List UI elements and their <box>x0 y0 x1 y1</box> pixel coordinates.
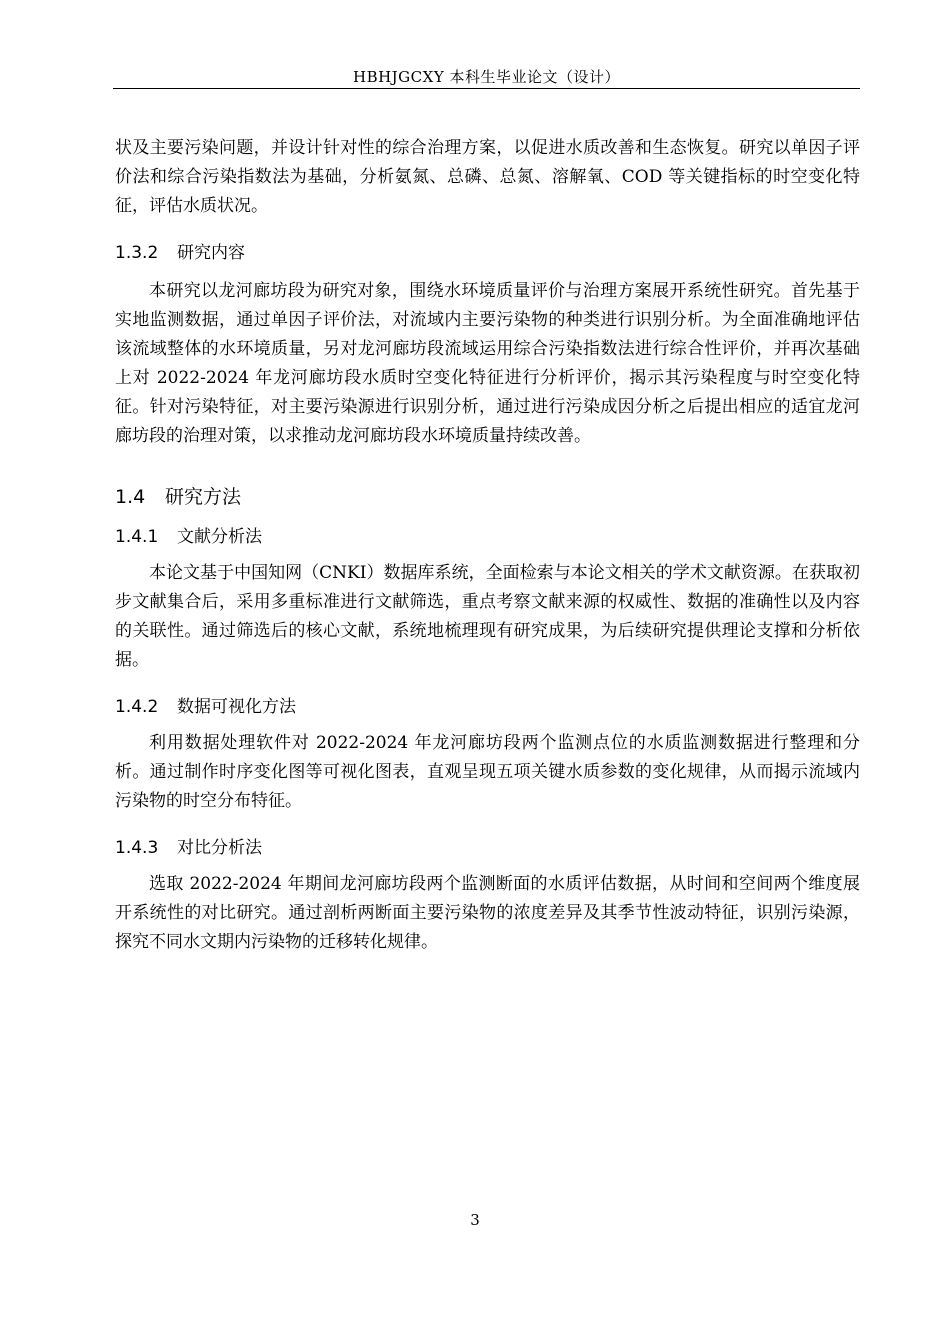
page-body <box>115 134 860 957</box>
heading-1-3-2 <box>115 241 860 265</box>
heading-1-4-1-title: 文献分析法 <box>177 527 262 547</box>
page-number: 3 <box>470 1211 480 1229</box>
paragraph-1-3-2: 本研究以龙河廊坊段为研究对象，围绕水环境质量评价与治理方案展开系统性研究。首先基于实地监测数据，通过单因子评价法，对流域内主要污染物的种类进行识别分析。为全面准确地评估该流域整体的水环境质量，另对龙河廊坊段流域运用综合污染指数法进行综合性评价，并再次基础上对 2022-2024 年龙河廊坊段水质时空变化特征进行分析评价，揭示其污染程度与时空变化特征。针对污染特征，对主要污染源进行识别分析，通过进行污染成因分析之后提出相应的适宜龙河廊坊段的治理对策，以求推动龙河廊坊段水环境质量持续改善。 <box>115 281 860 446</box>
heading-1-4-1-number: 1.4.1 <box>115 527 159 547</box>
heading-1-4-2 <box>115 695 860 719</box>
heading-1-4-3 <box>115 836 860 860</box>
paragraph-1-4-2: 利用数据处理软件对 2022-2024 年龙河廊坊段两个监测点位的水质监测数据进行整理和分析。通过制作时序变化图等可视化图表，直观呈现五项关键水质参数的变化规律，从而揭示流域内污染物的时空分布特征。 <box>115 733 860 811</box>
heading-1-4-1 <box>115 525 860 549</box>
running-header: HBHJGCXY 本科生毕业论文（设计） <box>352 68 620 86</box>
heading-1-4-3-number: 1.4.3 <box>115 838 159 858</box>
intro-paragraph: 状及主要污染问题，并设计针对性的综合治理方案，以促进水质改善和生态恢复。研究以单因子评价法和综合污染指数法为基础，分析氨氮、总磷、总氮、溶解氧、COD 等关键指标的时空变化特征，评估水质状况。 <box>115 138 860 216</box>
paragraph-1-4-3: 选取 2022-2024 年期间龙河廊坊段两个监测断面的水质评估数据，从时间和空间两个维度展开系统性的对比研究。通过剖析两断面主要污染物的浓度差异及其季节性波动特征，识别污染源，探究不同水文期内污染物的迁移转化规律。 <box>115 874 860 952</box>
heading-1-3-2-number: 1.3.2 <box>115 243 159 263</box>
heading-1-4-2-number: 1.4.2 <box>115 697 159 717</box>
heading-1-4-title: 研究方法 <box>165 486 242 508</box>
heading-1-4 <box>115 483 860 511</box>
heading-1-3-2-title: 研究内容 <box>177 243 245 263</box>
heading-1-4-2-title: 数据可视化方法 <box>177 697 296 717</box>
paragraph-1-4-1: 本论文基于中国知网（CNKI）数据库系统，全面检索与本论文相关的学术文献资源。在获取初步文献集合后，采用多重标准进行文献筛选，重点考察文献来源的权威性、数据的准确性以及内容的关联性。通过筛选后的核心文献，系统地梳理现有研究成果，为后续研究提供理论支撑和分析依据。 <box>115 563 860 670</box>
header-rule <box>113 88 860 89</box>
heading-1-4-3-title: 对比分析法 <box>177 838 262 858</box>
heading-1-4-number: 1.4 <box>115 486 146 508</box>
